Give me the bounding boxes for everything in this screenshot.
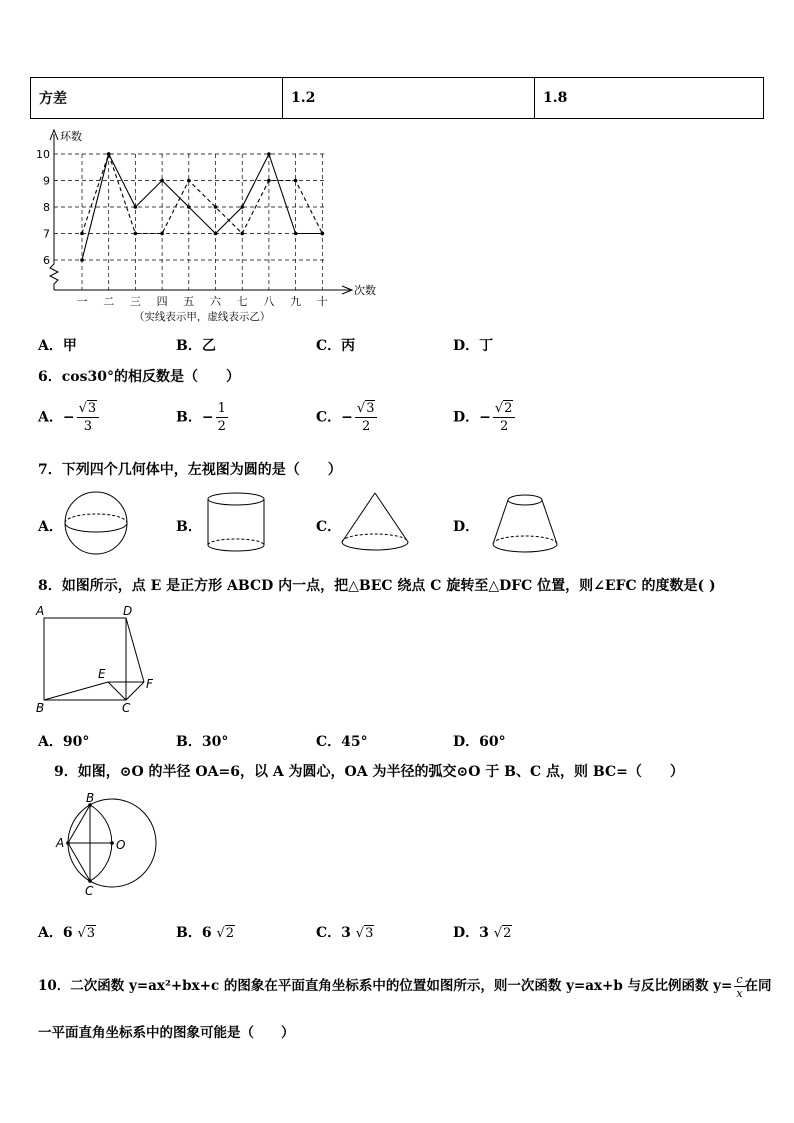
data-point (160, 179, 164, 183)
label-o: O (116, 838, 126, 852)
q6-d-num: 2 (504, 401, 513, 416)
q9-c-letter: C． (316, 925, 342, 941)
x-tick-label: 六 (210, 295, 221, 308)
q9-c-rad: 3 (365, 926, 374, 941)
q6-c-den: 2 (362, 419, 371, 434)
q6-a-sign: − (62, 409, 75, 426)
q6-a-fraction (77, 400, 100, 435)
x-tick-label: 十 (316, 295, 328, 308)
q6-b-den: 2 (217, 419, 226, 434)
x-tick-label: 九 (290, 295, 302, 308)
x-tick-label: 一 (76, 295, 88, 308)
q7-stem: 7．下列四个几何体中，左视图为圆的是（ ） (38, 462, 342, 478)
q7-option-d-label[interactable]: D． (453, 519, 480, 535)
label-a: A (36, 604, 45, 618)
x-tick-label: 八 (263, 295, 275, 308)
q8-option-b[interactable]: B．30° (176, 734, 229, 750)
y-axis-break (50, 264, 58, 290)
q6-d-sign: − (479, 409, 491, 426)
q5-option-b[interactable]: B．乙 (176, 338, 216, 354)
q6-stem: 6．cos30°的相反数是（ ） (38, 369, 240, 385)
radical-sign: √ (78, 401, 87, 416)
q6-d-fraction (493, 400, 516, 435)
q10-frac-num: c (736, 973, 743, 986)
q6-b-fraction (216, 400, 228, 435)
q10-fraction (734, 973, 744, 1000)
y-tick-label: 7 (43, 227, 50, 241)
q9-d-letter: D． (453, 925, 480, 941)
q6-option-b[interactable] (176, 400, 228, 435)
data-point (160, 232, 164, 236)
q10-stem-line2: 一平面直角坐标系中的图象可能是（ ） (38, 1025, 295, 1041)
x-tick-label: 二 (103, 295, 115, 308)
q6-b-sign: − (201, 409, 214, 426)
data-point (134, 205, 138, 209)
q9-a-coef: 6 (62, 925, 73, 941)
x-tick-label: 四 (156, 295, 168, 308)
q10-stem-line1 (38, 973, 772, 1000)
data-point (294, 179, 298, 183)
q5-option-a[interactable]: A．甲 (38, 338, 77, 354)
q7-option-c-label[interactable]: C． (316, 519, 342, 535)
q6-c-sign: − (341, 409, 353, 426)
cylinder-figure (205, 490, 267, 556)
q6-c-fraction (355, 400, 378, 435)
y-axis-label: 环数 (60, 130, 82, 143)
q9-option-b[interactable] (176, 922, 235, 942)
data-point (267, 179, 271, 183)
q8-option-c[interactable]: C．45° (316, 734, 368, 750)
label-f: F (146, 677, 153, 691)
q9-stem: 9．如图，⊙O 的半径 OA=6，以 A 为圆心，OA 为半径的弧交⊙O 于 B、C 点，则 BC=（ ） (54, 764, 684, 780)
q6-a-den: 3 (83, 419, 93, 434)
label-b: B (36, 701, 45, 715)
variance-table (30, 77, 764, 119)
q10-frac-den: x (736, 987, 743, 1000)
q10-stem-part1: 10．二次函数 y=ax²+bx+c 的图象在平面直角坐标系中的位置如图所示，则一次函数 y=ax+b 与反比例函数 y= (38, 978, 733, 994)
data-point (267, 152, 271, 156)
q6-b-num: 1 (217, 401, 226, 416)
label-d: D (123, 604, 133, 618)
q9-d-coef: 3 (479, 925, 489, 941)
q8-option-a[interactable]: A．90° (38, 734, 90, 750)
y-tick-label: 9 (43, 174, 50, 188)
label-b: B (86, 791, 95, 805)
q6-d-den: 2 (500, 419, 509, 434)
q9-a-letter: A． (38, 925, 63, 941)
label-a: A (56, 836, 65, 850)
q9-b-rad: 2 (225, 926, 235, 941)
data-point (321, 232, 325, 236)
q6-b-letter: B． (176, 409, 202, 426)
radical-sign: √ (356, 401, 366, 416)
variance-value-1: 1.2 (283, 78, 535, 119)
data-point (187, 205, 191, 209)
radical-sign: √ (77, 926, 86, 941)
data-point (80, 232, 84, 236)
y-tick-label: 8 (43, 201, 50, 214)
data-point (240, 232, 244, 236)
q9-option-d[interactable] (453, 922, 512, 942)
y-tick-label: 10 (36, 148, 50, 161)
data-point (294, 232, 298, 236)
label-c: C (122, 701, 131, 715)
data-point (134, 232, 138, 236)
data-point (240, 205, 244, 209)
frustum-figure (488, 490, 562, 556)
q9-d-rad: 2 (503, 926, 512, 941)
q9-b-coef: 6 (201, 925, 212, 941)
radical-sign: √ (355, 926, 365, 941)
q5-option-c[interactable]: C．丙 (316, 338, 356, 354)
table-row (31, 78, 764, 119)
q6-c-letter: C． (316, 409, 342, 426)
data-point (187, 179, 191, 183)
q8-option-d[interactable]: D．60° (453, 734, 506, 750)
data-point (214, 232, 218, 236)
sphere-figure (62, 490, 132, 556)
x-tick-label: 五 (183, 295, 195, 308)
cone-figure (338, 490, 412, 556)
circle-arc-figure (52, 786, 162, 900)
q6-c-num: 3 (366, 401, 375, 416)
q9-a-rad: 3 (86, 926, 96, 941)
data-point (80, 258, 84, 262)
q10-stem-part2: 在同 (744, 978, 772, 994)
radical-sign: √ (493, 926, 503, 941)
chart-caption: （实线表示甲，虚线表示乙） (133, 311, 271, 323)
q6-a-num: 3 (87, 401, 97, 416)
q6-option-c[interactable] (316, 400, 377, 435)
label-e: E (98, 667, 106, 681)
radical-sign: √ (216, 926, 225, 941)
q9-c-coef: 3 (341, 925, 351, 941)
variance-value-2: 1.8 (535, 78, 764, 119)
q9-option-c[interactable] (316, 922, 374, 942)
square-rotation-figure (34, 600, 164, 718)
q8-stem: 8．如图所示，点 E 是正方形 ABCD 内一点，把△BEC 绕点 C 旋转至△DFC 位置，则∠EFC 的度数是( ) (38, 578, 716, 594)
q6-option-a[interactable] (38, 400, 99, 435)
q6-a-letter: A． (38, 409, 63, 426)
x-tick-label: 三 (129, 295, 141, 308)
q7-option-b-label[interactable]: B． (176, 519, 202, 535)
x-axis-label: 次数 (354, 284, 376, 297)
q6-d-letter: D． (453, 409, 480, 426)
q7-option-a-label[interactable]: A． (38, 519, 63, 535)
q9-b-letter: B． (176, 925, 202, 941)
series-line-yi (82, 154, 322, 234)
radical-sign: √ (494, 401, 504, 416)
x-tick-label: 七 (236, 295, 248, 308)
label-c: C (85, 884, 94, 898)
y-tick-label: 6 (43, 254, 50, 267)
variance-label: 方差 (31, 78, 283, 119)
q6-option-d[interactable] (453, 400, 515, 435)
score-line-chart (30, 124, 390, 324)
q5-option-d[interactable]: D．丁 (453, 338, 494, 354)
data-point (214, 205, 218, 209)
data-point (107, 152, 111, 156)
q9-option-a[interactable] (38, 922, 96, 942)
